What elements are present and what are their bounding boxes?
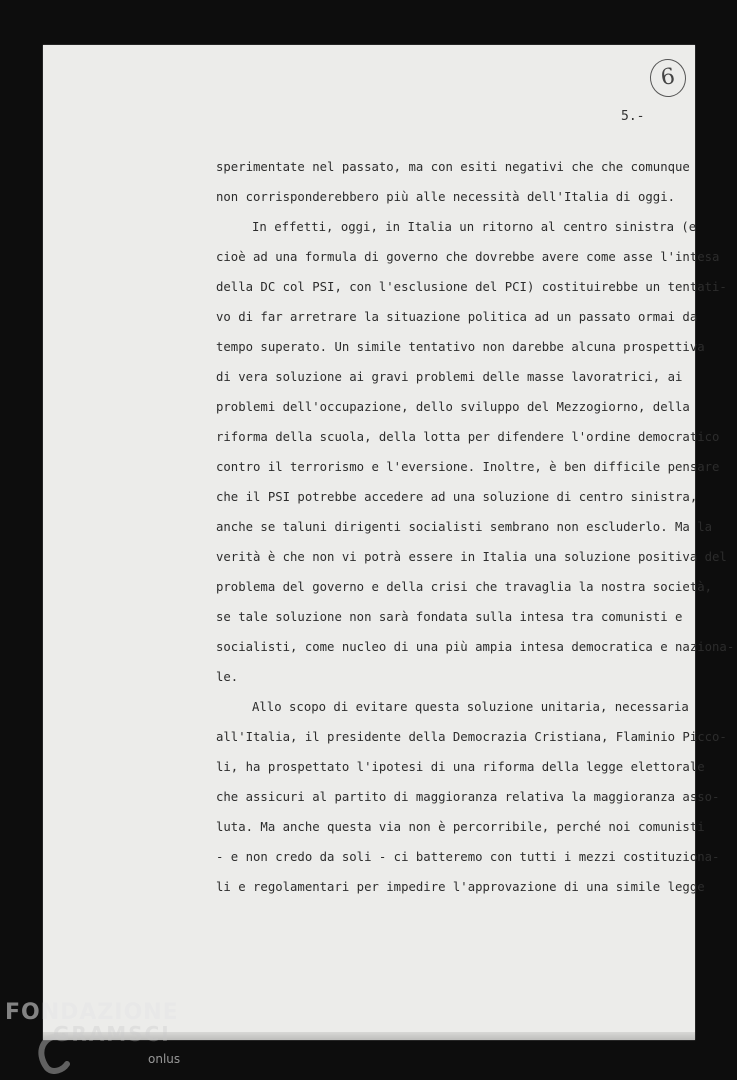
logo-text-gramsci: GRAMSCI (53, 1022, 171, 1046)
text-line: problemi dell'occupazione, dello sviluppo del Mezzogiorno, della (216, 400, 690, 414)
text-line: di vera soluzione ai gravi problemi delle masse lavoratrici, ai (216, 370, 683, 384)
text-line: le. (216, 670, 239, 684)
page-number: 5.- (621, 109, 645, 124)
text-line: li, ha prospettato l'ipotesi di una riforma della legge elettorale (216, 760, 705, 774)
logo-text-fondazione: FONDAZIONE (5, 1000, 179, 1025)
text-line: In effetti, oggi, in Italia un ritorno al centro sinistra (e (252, 220, 697, 234)
text-line: che assicuri al partito di maggioranza relativa la maggioranza asso- (216, 790, 720, 804)
text-line: problema del governo e della crisi che travaglia la nostra società, (216, 580, 713, 594)
text-line: anche se taluni dirigenti socialisti sembrano non escluderlo. Ma la (216, 520, 713, 534)
text-line: - e non credo da soli - ci batteremo con tutti i mezzi costituziona- (216, 850, 720, 864)
text-line: cioè ad una formula di governo che dovrebbe avere come asse l'intesa (216, 250, 720, 264)
logo-text-onlus: onlus (148, 1052, 181, 1066)
text-line: della DC col PSI, con l'esclusione del PCI) costituirebbe un tentati- (216, 280, 727, 294)
text-line: luta. Ma anche questa via non è percorribile, perché noi comunisti (216, 820, 705, 834)
text-line: li e regolamentari per impedire l'approvazione di una simile legge (216, 880, 705, 894)
text-line: all'Italia, il presidente della Democrazia Cristiana, Flaminio Picco- (216, 730, 727, 744)
text-line: non corrisponderebbero più alle necessità dell'Italia di oggi. (216, 190, 676, 204)
text-line: vo di far arretrare la situazione politica ad un passato ormai da (216, 310, 698, 324)
document-page (43, 45, 735, 1040)
handwritten-page-mark: 6 (648, 57, 689, 100)
text-line: sperimentate nel passato, ma con esiti negativi che che comunque (216, 160, 690, 174)
text-line: che il PSI potrebbe accedere ad una soluzione di centro sinistra, (216, 490, 698, 504)
text-line: riforma della scuola, della lotta per difendere l'ordine democratico (216, 430, 720, 444)
text-line: socialisti, come nucleo di una più ampia intesa democratica e naziona- (216, 640, 735, 654)
text-line: Allo scopo di evitare questa soluzione unitaria, necessaria (252, 700, 689, 714)
text-line: contro il terrorismo e l'eversione. Inoltre, è ben difficile pensare (216, 460, 720, 474)
fondazione-gramsci-watermark (5, 1000, 205, 1076)
text-line: tempo superato. Un simile tentativo non darebbe alcuna prospettiva (216, 340, 705, 354)
text-line: se tale soluzione non sarà fondata sulla intesa tra comunisti e (216, 610, 683, 624)
text-line: verità è che non vi potrà essere in Italia una soluzione positiva del (216, 550, 727, 564)
typed-body-text (216, 152, 735, 902)
